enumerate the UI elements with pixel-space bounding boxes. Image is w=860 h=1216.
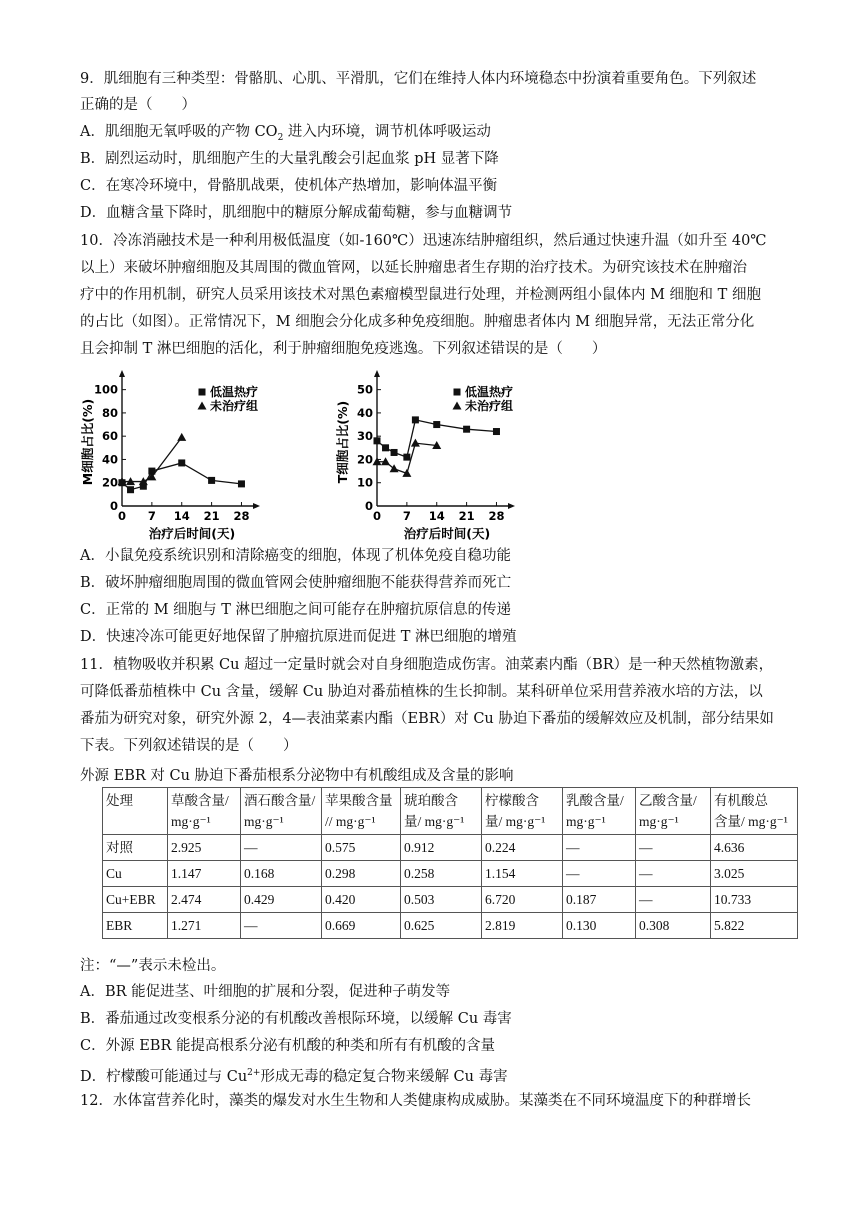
x-axis-label: 治疗后时间(天) xyxy=(148,526,236,540)
q11-stem-line-4: 下表。下列叙述错误的是（ ） xyxy=(80,738,298,754)
q11-stem-line-2: 可降低番茄植株中 Cu 含量，缓解 Cu 胁迫对番茄植株的生长抑制。某科研单位采用营养液水培的方法，以 xyxy=(80,684,763,700)
legend-marker xyxy=(453,402,462,410)
table-header-row xyxy=(103,788,798,835)
x-axis-arrow xyxy=(253,503,260,509)
table-cell: 0.130 xyxy=(563,913,636,939)
data-point xyxy=(463,426,470,433)
data-point xyxy=(412,416,419,423)
table-cell: 对照 xyxy=(103,835,168,861)
plot-area xyxy=(80,370,260,540)
x-axis-arrow xyxy=(508,503,515,509)
q10-option-c[interactable]: C．正常的 M 细胞与 T 淋巴细胞之间可能存在肿瘤抗原信息的传递 xyxy=(80,602,512,618)
q10-stem-line-3: 疗中的作用机制，研究人员采用该技术对黑色素瘤模型鼠进行处理，并检测两组小鼠体内 M 细胞和 T 细胞 xyxy=(80,287,761,303)
data-point xyxy=(127,486,134,493)
x-tick-label: 7 xyxy=(147,509,156,523)
data-point xyxy=(411,439,420,447)
y-tick-label: 20 xyxy=(101,475,118,490)
q12-stem-line-1: 12．水体富营养化时，藻类的爆发对水生生物和人类健康构成威胁。某藻类在不同环境温度下的种群增长 xyxy=(80,1093,751,1109)
table-cell: 0.168 xyxy=(241,861,322,887)
legend-marker xyxy=(198,402,207,410)
data-point xyxy=(238,480,245,487)
q10-stem-line-5: 且会抑制 T 淋巴细胞的活化，利于肿瘤细胞免疫逃逸。下列叙述错误的是（ ） xyxy=(80,341,607,357)
q9-option-b[interactable]: B．剧烈运动时，肌细胞产生的大量乳酸会引起血浆 pH 显著下降 xyxy=(80,151,499,167)
y-axis-label: T细胞占比(%) xyxy=(335,400,350,484)
data-point xyxy=(382,444,389,451)
table-cell: 2.819 xyxy=(482,913,563,939)
table-cell: — xyxy=(636,887,711,913)
table-cell: Cu xyxy=(103,861,168,887)
table-cell: 6.720 xyxy=(482,887,563,913)
t-cell-chart xyxy=(335,368,605,540)
table-cell: 0.625 xyxy=(401,913,482,939)
q10-option-a[interactable]: A．小鼠免疫系统识别和清除癌变的细胞，体现了机体免疫自稳功能 xyxy=(80,548,511,564)
y-axis-label: M细胞占比(%) xyxy=(80,398,95,486)
table-cell: 0.187 xyxy=(563,887,636,913)
table-cell: 2.474 xyxy=(168,887,241,913)
y-tick-label: 60 xyxy=(101,429,118,444)
table-cell: 4.636 xyxy=(711,835,798,861)
data-point xyxy=(433,421,440,428)
legend-marker xyxy=(454,389,461,396)
q9-stem-line-1: 9．肌细胞有三种类型：骨骼肌、心肌、平滑肌，它们在维持人体内环境稳态中扮演着重要角色。下列叙述 xyxy=(80,71,757,87)
x-tick-label: 21 xyxy=(203,509,220,523)
header-cell: 乳酸含量/ mg·g⁻¹ xyxy=(563,788,636,835)
table-cell: 0.669 xyxy=(322,913,401,939)
header-cell: 乙酸含量/ mg·g⁻¹ xyxy=(636,788,711,835)
table-cell: 10.733 xyxy=(711,887,798,913)
legend-label: 未治疗组 xyxy=(465,399,514,413)
table-cell: 0.308 xyxy=(636,913,711,939)
header-cell: 处理 xyxy=(103,788,168,835)
q9-option-c[interactable]: C．在寒冷环境中，骨骼肌战栗，使机体产热增加，影响体温平衡 xyxy=(80,178,498,194)
table-cell: EBR xyxy=(103,913,168,939)
x-tick-label: 0 xyxy=(117,509,127,523)
data-point xyxy=(493,428,500,435)
y-tick-label: 40 xyxy=(101,452,118,467)
table-cell: 0.298 xyxy=(322,861,401,887)
x-tick-label: 7 xyxy=(402,509,411,523)
y-tick-label: 100 xyxy=(93,382,118,397)
table-cell: 5.822 xyxy=(711,913,798,939)
table-row xyxy=(103,835,798,861)
legend-label: 低温热疗 xyxy=(210,385,259,399)
y-tick-label: 0 xyxy=(364,499,373,513)
table-cell: 3.025 xyxy=(711,861,798,887)
t-cell-chart-svg xyxy=(335,368,605,540)
y-tick-label: 80 xyxy=(101,405,118,420)
table-row xyxy=(103,861,798,887)
m-cell-chart xyxy=(80,368,350,540)
table-row xyxy=(103,887,798,913)
header-cell: 有机酸总 含量/ mg·g⁻¹ xyxy=(711,788,798,835)
table-cell: — xyxy=(636,835,711,861)
x-tick-label: 28 xyxy=(233,509,250,523)
q10-stem-line-2: 以上）来破坏肿瘤细胞及其周围的微血管网，以延长肿瘤患者生存期的治疗技术。为研究该技术在肿瘤治 xyxy=(80,260,747,276)
legend-label: 未治疗组 xyxy=(210,399,259,413)
table-cell: — xyxy=(241,913,322,939)
organic-acid-table xyxy=(102,787,798,939)
legend-label: 低温热疗 xyxy=(465,385,514,399)
q11-stem-line-3: 番茄为研究对象，研究外源 2，4—表油菜素内酯（EBR）对 Cu 胁迫下番茄的缓解效应及机制，部分结果如 xyxy=(80,711,774,727)
table-cell: 0.912 xyxy=(401,835,482,861)
y-tick-label: 40 xyxy=(356,405,373,420)
table-row xyxy=(103,913,798,939)
q9-stem-line-2: 正确的是（ ） xyxy=(80,97,196,113)
m-cell-chart-svg xyxy=(80,368,350,540)
x-tick-label: 28 xyxy=(488,509,505,523)
y-tick-label: 0 xyxy=(109,499,118,513)
table-cell: 1.154 xyxy=(482,861,563,887)
table-cell: 0.258 xyxy=(401,861,482,887)
y-tick-label: 10 xyxy=(356,475,373,490)
q11-option-a[interactable]: A．BR 能促进茎、叶细胞的扩展和分裂，促进种子萌发等 xyxy=(80,984,451,1000)
x-tick-label: 21 xyxy=(458,509,475,523)
table-cell: 0.503 xyxy=(401,887,482,913)
table-cell: 0.429 xyxy=(241,887,322,913)
table-cell: Cu+EBR xyxy=(103,887,168,913)
table-caption: 外源 EBR 对 Cu 胁迫下番茄根系分泌物中有机酸组成及含量的影响 xyxy=(80,768,514,784)
header-cell: 草酸含量/ mg·g⁻¹ xyxy=(168,788,241,835)
data-point xyxy=(208,477,215,484)
y-tick-label: 50 xyxy=(356,382,373,397)
x-tick-label: 0 xyxy=(372,509,382,523)
legend-marker xyxy=(199,389,206,396)
table-cell: — xyxy=(241,835,322,861)
q10-stem-line-1: 10．冷冻消融技术是一种利用极低温度（如-160℃）迅速冻结肿瘤组织，然后通过快速升温（如升至 40℃ xyxy=(80,233,767,249)
table-cell: 0.575 xyxy=(322,835,401,861)
table-cell: — xyxy=(563,861,636,887)
y-tick-label: 30 xyxy=(356,429,373,444)
table-cell: 1.271 xyxy=(168,913,241,939)
q11-option-c[interactable]: C．外源 EBR 能提高根系分泌有机酸的种类和所有有机酸的含量 xyxy=(80,1038,495,1054)
q11-stem-line-1: 11．植物吸收并积累 Cu 超过一定量时就会对自身细胞造成伤害。油菜素内酯（BR）是一种天然植物激素， xyxy=(80,657,774,673)
data-point xyxy=(403,454,410,461)
q9-option-a[interactable]: A．肌细胞无氧呼吸的产物 $CO_2$ 进入内环境，调节机体呼吸运动 xyxy=(80,124,491,143)
table-cell: — xyxy=(563,835,636,861)
table-cell: — xyxy=(636,861,711,887)
y-tick-label: 20 xyxy=(356,452,373,467)
data-point xyxy=(177,433,186,441)
header-cell: 琥珀酸含 量/ mg·g⁻¹ xyxy=(401,788,482,835)
table-cell: 0.420 xyxy=(322,887,401,913)
y-axis-arrow xyxy=(119,370,125,377)
q10-stem-line-4: 的占比（如图）。正常情况下，M 细胞会分化成多种免疫细胞。肿瘤患者体内 M 细胞异常，无法正常分化 xyxy=(80,314,755,330)
header-cell: 柠檬酸含 量/ mg·g⁻¹ xyxy=(482,788,563,835)
q9-option-d[interactable]: D．血糖含量下降时，肌细胞中的糖原分解成葡萄糖，参与血糖调节 xyxy=(80,205,513,221)
q11-option-d[interactable]: D．柠檬酸可能通过与 $Cu^{2+}$形成无毒的稳定复合物来缓解 Cu 毒害 xyxy=(80,1068,508,1085)
plot-area xyxy=(335,370,515,540)
y-axis-arrow xyxy=(374,370,380,377)
table-cell: 1.147 xyxy=(168,861,241,887)
data-point xyxy=(391,449,398,456)
header-cell: 酒石酸含量/ mg·g⁻¹ xyxy=(241,788,322,835)
table-cell: 0.224 xyxy=(482,835,563,861)
x-tick-label: 14 xyxy=(173,509,190,523)
header-cell: 苹果酸含量 // mg·g⁻¹ xyxy=(322,788,401,835)
table-note: 注：“—”表示未检出。 xyxy=(80,958,226,974)
x-tick-label: 14 xyxy=(428,509,445,523)
q11-option-b[interactable]: B．番茄通过改变根系分泌的有机酸改善根际环境，以缓解 Cu 毒害 xyxy=(80,1011,512,1027)
x-axis-label: 治疗后时间(天) xyxy=(403,526,491,540)
table-cell: 2.925 xyxy=(168,835,241,861)
data-point xyxy=(374,437,381,444)
data-point xyxy=(178,459,185,466)
q10-option-d[interactable]: D．快速冷冻可能更好地保留了肿瘤抗原进而促进 T 淋巴细胞的增殖 xyxy=(80,629,517,645)
q10-option-b[interactable]: B．破坏肿瘤细胞周围的微血管网会使肿瘤细胞不能获得营养而死亡 xyxy=(80,575,512,591)
